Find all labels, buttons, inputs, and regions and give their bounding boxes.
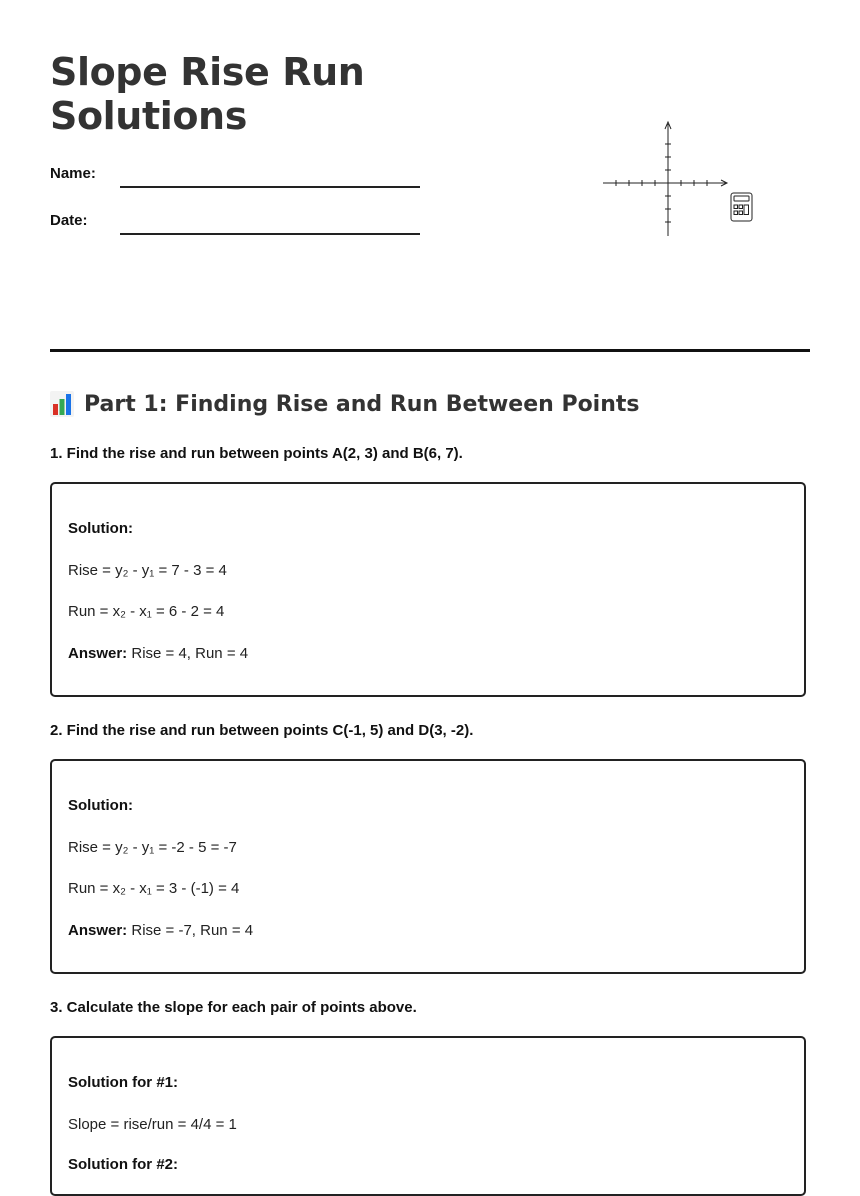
answer-line — [68, 922, 253, 939]
run-calculation: Run = x₂ - x₁ = 6 - 2 = 4 — [68, 603, 225, 620]
answer-text: Rise = 4, Run = 4 — [127, 645, 249, 662]
name-label: Name: — [50, 165, 96, 182]
coordinate-axes-icon — [603, 122, 727, 236]
solution-label-2: Solution for #2: — [68, 1156, 178, 1173]
answer-label: Answer: — [68, 922, 128, 939]
date-label: Date: — [50, 212, 88, 229]
bar-chart-icon — [50, 391, 74, 417]
answer-line — [68, 645, 248, 662]
rise-calculation: Rise = y₂ - y₁ = 7 - 3 = 4 — [68, 562, 227, 579]
title-line-1: Slope Rise Run — [50, 50, 365, 94]
page-title — [50, 50, 470, 138]
section-divider — [50, 349, 810, 352]
solution-label: Solution for #1: — [68, 1074, 178, 1091]
name-field[interactable] — [120, 186, 420, 188]
date-field[interactable] — [120, 233, 420, 235]
rise-calculation: Rise = y₂ - y₁ = -2 - 5 = -7 — [68, 839, 237, 856]
solution-label: Solution: — [68, 520, 133, 537]
run-calculation: Run = x₂ - x₁ = 3 - (-1) = 4 — [68, 880, 240, 897]
solution-label: Solution: — [68, 797, 133, 814]
answer-label: Answer: — [68, 645, 128, 662]
solution-box-3 — [50, 1036, 806, 1196]
solution-box-2 — [50, 759, 806, 974]
header-graphic — [598, 118, 758, 238]
answer-text: Rise = -7, Run = 4 — [127, 922, 254, 939]
question-3: 3. Calculate the slope for each pair of points above. — [50, 999, 417, 1016]
title-line-2: Solutions — [50, 94, 247, 138]
question-2: 2. Find the rise and run between points C(-1, 5) and D(3, -2). — [50, 722, 474, 739]
part-1-heading — [50, 388, 640, 420]
calculator-icon — [731, 193, 752, 221]
question-1: 1. Find the rise and run between points A(2, 3) and B(6, 7). — [50, 445, 463, 462]
slope-calculation: Slope = rise/run = 4/4 = 1 — [68, 1116, 237, 1133]
part-1-title: Part 1: Finding Rise and Run Between Points — [84, 391, 640, 417]
solution-box-1 — [50, 482, 806, 697]
